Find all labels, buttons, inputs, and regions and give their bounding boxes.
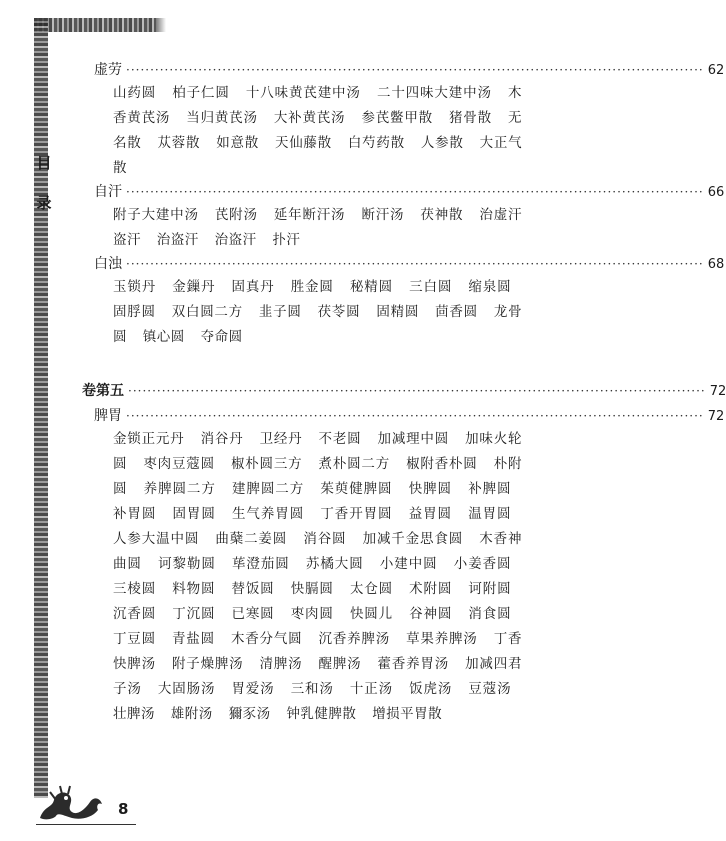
toc-item[interactable]: 夺命圆 bbox=[200, 329, 243, 345]
toc-item[interactable]: 椒朴圆三方 bbox=[230, 456, 303, 472]
page-number: 8 bbox=[118, 800, 129, 818]
toc-leader-dots: ························································································································ bbox=[126, 63, 704, 77]
toc-item-list bbox=[82, 275, 522, 350]
toc-section-entry[interactable] bbox=[82, 406, 725, 427]
toc-item[interactable]: 延年断汗汤 bbox=[273, 207, 346, 223]
toc-item[interactable]: 朴附圆 bbox=[113, 456, 522, 497]
toc-item[interactable]: 天仙藤散 bbox=[274, 135, 332, 151]
toc-item[interactable]: 料物圆 bbox=[172, 581, 216, 597]
toc-item[interactable]: 龙骨圆 bbox=[113, 304, 523, 345]
toc-item[interactable]: 胃爱汤 bbox=[231, 681, 275, 697]
toc-item[interactable]: 青盐圆 bbox=[171, 631, 215, 647]
toc-entry-page: 72 bbox=[709, 384, 726, 399]
toc-item[interactable]: 胜金圆 bbox=[290, 279, 334, 295]
toc-item[interactable]: 诃附圆 bbox=[468, 581, 512, 597]
toc-item[interactable]: 养脾圆二方 bbox=[143, 481, 216, 497]
toc-section-entry[interactable] bbox=[82, 182, 725, 203]
toc-item[interactable]: 镇心圆 bbox=[142, 329, 185, 345]
toc-item-list bbox=[82, 427, 522, 727]
toc-item-list bbox=[82, 81, 522, 181]
toc-item[interactable]: 韭子圆 bbox=[258, 304, 302, 320]
toc-item[interactable]: 木香分气圆 bbox=[230, 631, 303, 647]
toc-item[interactable]: 丁香快脾汤 bbox=[113, 631, 522, 672]
toc-item[interactable]: 建脾圆二方 bbox=[232, 481, 305, 497]
toc-item[interactable]: 治盗汗 bbox=[156, 232, 199, 248]
toc-item[interactable]: 不老圆 bbox=[318, 431, 362, 447]
toc-item[interactable]: 固胃圆 bbox=[172, 506, 216, 522]
toc-item[interactable]: 附子燥脾汤 bbox=[171, 656, 244, 672]
toc-item[interactable]: 茯神散 bbox=[420, 207, 464, 223]
toc-item[interactable]: 参芪鳖甲散 bbox=[361, 110, 433, 126]
toc-entry-title: 自汗 bbox=[94, 184, 122, 200]
toc-item[interactable]: 增损平胃散 bbox=[372, 706, 443, 722]
toc-item[interactable]: 饭虎汤 bbox=[409, 681, 453, 697]
toc-item[interactable]: 加减理中圆 bbox=[377, 431, 450, 447]
toc-item[interactable]: 金鏁丹 bbox=[172, 279, 216, 295]
toc-item[interactable]: 消谷丹 bbox=[200, 431, 244, 447]
toc-item[interactable]: 固精圆 bbox=[376, 304, 420, 320]
toc-item-list bbox=[82, 203, 522, 253]
toc-item[interactable]: 补脾圆 bbox=[468, 481, 512, 497]
toc-item[interactable]: 消食圆 bbox=[468, 606, 512, 622]
toc-item[interactable]: 治盗汗 bbox=[214, 232, 257, 248]
toc-item[interactable]: 白芍药散 bbox=[347, 135, 405, 151]
toc-item[interactable]: 三和汤 bbox=[290, 681, 334, 697]
table-of-contents bbox=[82, 60, 726, 728]
toc-item[interactable]: 茯苓圆 bbox=[317, 304, 361, 320]
toc-item[interactable]: 人参大温中圆 bbox=[113, 531, 200, 547]
toc-item[interactable]: 温胃圆 bbox=[468, 506, 512, 522]
toc-item[interactable]: 椒附香朴圆 bbox=[406, 456, 478, 472]
toc-item[interactable]: 小姜香圆 bbox=[453, 556, 512, 572]
toc-item[interactable]: 茱萸健脾圆 bbox=[320, 481, 393, 497]
toc-item[interactable]: 无名散 bbox=[113, 110, 522, 151]
toc-item[interactable]: 扑汗 bbox=[272, 232, 301, 248]
toc-item[interactable]: 加减四君子汤 bbox=[113, 656, 522, 697]
toc-item[interactable]: 壮脾汤 bbox=[113, 706, 155, 722]
toc-item[interactable]: 雄附汤 bbox=[170, 706, 213, 722]
toc-item[interactable]: 双白圆二方 bbox=[171, 304, 243, 320]
toc-item[interactable]: 枣肉豆蔻圆 bbox=[143, 456, 215, 472]
toc-item[interactable]: 快脾圆 bbox=[408, 481, 452, 497]
toc-item[interactable]: 小建中圆 bbox=[379, 556, 438, 572]
toc-item[interactable]: 固真丹 bbox=[231, 279, 275, 295]
toc-item[interactable]: 三白圆 bbox=[409, 279, 453, 295]
toc-item[interactable]: 玉锁丹 bbox=[113, 279, 157, 295]
toc-item[interactable]: 苁蓉散 bbox=[157, 135, 201, 151]
toc-item[interactable]: 柏子仁圆 bbox=[172, 85, 230, 101]
side-title-char: 目 bbox=[36, 154, 52, 172]
toc-item[interactable]: 木香神曲圆 bbox=[113, 531, 523, 572]
toc-item[interactable]: 补胃圆 bbox=[113, 506, 157, 522]
toc-item[interactable]: 芪附汤 bbox=[214, 207, 258, 223]
decorative-border-top bbox=[34, 18, 156, 32]
toc-item[interactable]: 沉香养脾汤 bbox=[318, 631, 391, 647]
toc-item[interactable]: 人参散 bbox=[420, 135, 464, 151]
toc-entry-page: 66 bbox=[707, 185, 725, 200]
side-title bbox=[34, 143, 54, 223]
toc-entry-title: 虚劳 bbox=[94, 62, 122, 78]
toc-leader-dots: ························································································································ bbox=[128, 384, 706, 398]
toc-item[interactable]: 治虚汗盗汗 bbox=[113, 207, 522, 248]
toc-item[interactable]: 固脬圆 bbox=[113, 304, 156, 320]
toc-item[interactable]: 藿香养胃汤 bbox=[377, 656, 450, 672]
toc-section-entry[interactable] bbox=[82, 254, 725, 275]
toc-section-entry[interactable] bbox=[82, 60, 725, 81]
toc-item[interactable]: 苏橘大圆 bbox=[305, 556, 364, 572]
toc-item[interactable]: 荜澄茄圆 bbox=[232, 556, 290, 572]
footer-rule bbox=[36, 824, 136, 825]
toc-item[interactable]: 木香黄芪汤 bbox=[113, 85, 523, 126]
toc-item[interactable]: 大正气散 bbox=[113, 135, 523, 176]
toc-item[interactable]: 术附圆 bbox=[409, 581, 453, 597]
toc-item[interactable]: 獮豕汤 bbox=[228, 706, 271, 722]
toc-item[interactable]: 枣肉圆 bbox=[290, 606, 334, 622]
toc-item[interactable]: 快膈圆 bbox=[290, 581, 334, 597]
toc-item[interactable]: 茴香圆 bbox=[435, 304, 478, 320]
toc-item[interactable]: 诃黎勒圆 bbox=[158, 556, 216, 572]
toc-leader-dots: ························································································································ bbox=[126, 409, 704, 423]
toc-item[interactable]: 消谷圆 bbox=[303, 531, 347, 547]
toc-item[interactable]: 钟乳健脾散 bbox=[286, 706, 357, 722]
toc-item[interactable]: 加减千金思食圆 bbox=[362, 531, 464, 547]
toc-item[interactable]: 益胃圆 bbox=[408, 506, 452, 522]
toc-item[interactable]: 豆蔻汤 bbox=[468, 681, 512, 697]
toc-leader-dots: ························································································································ bbox=[126, 257, 704, 271]
toc-item[interactable]: 十八味黄芪建中汤 bbox=[245, 85, 361, 101]
toc-item[interactable]: 山药圆 bbox=[113, 85, 157, 101]
toc-item[interactable]: 快圆儿 bbox=[349, 606, 394, 622]
toc-item[interactable]: 缩泉圆 bbox=[468, 279, 512, 295]
toc-item[interactable]: 已寒圆 bbox=[231, 606, 275, 622]
toc-item[interactable]: 猪骨散 bbox=[449, 110, 492, 126]
toc-item[interactable]: 替饭圆 bbox=[231, 581, 275, 597]
toc-item[interactable]: 太仓圆 bbox=[349, 581, 394, 597]
toc-item[interactable]: 大固肠汤 bbox=[157, 681, 216, 697]
toc-item[interactable]: 丁香开胃圆 bbox=[320, 506, 393, 522]
toc-entry-title: 卷第五 bbox=[82, 383, 124, 399]
toc-entry-page: 68 bbox=[707, 257, 725, 272]
toc-item[interactable]: 附子大建中汤 bbox=[113, 207, 199, 223]
toc-item[interactable]: 二十四味大建中汤 bbox=[376, 85, 492, 101]
toc-item[interactable]: 曲蘖二姜圆 bbox=[215, 531, 288, 547]
toc-item[interactable]: 三棱圆 bbox=[113, 581, 157, 597]
toc-item[interactable]: 当归黄芪汤 bbox=[186, 110, 258, 126]
toc-item[interactable]: 丁沉圆 bbox=[172, 606, 216, 622]
decorative-border-left bbox=[34, 18, 48, 798]
side-title-char: 录 bbox=[36, 194, 52, 212]
toc-item[interactable]: 十正汤 bbox=[349, 681, 393, 697]
section-gap bbox=[82, 351, 522, 381]
toc-volume-entry[interactable] bbox=[82, 381, 726, 402]
toc-item[interactable]: 谷神圆 bbox=[409, 606, 453, 622]
toc-leader-dots: ························································································································ bbox=[126, 185, 704, 199]
toc-item[interactable]: 卫经丹 bbox=[259, 431, 303, 447]
toc-item[interactable]: 清脾汤 bbox=[259, 656, 303, 672]
toc-entry-title: 脾胃 bbox=[94, 408, 122, 424]
toc-item[interactable]: 加味火轮圆 bbox=[113, 431, 522, 472]
toc-item[interactable]: 醒脾汤 bbox=[318, 656, 362, 672]
toc-entry-title: 白浊 bbox=[94, 256, 122, 272]
dragon-ornament-icon bbox=[36, 778, 106, 822]
toc-item[interactable]: 煮朴圆二方 bbox=[318, 456, 391, 472]
toc-item[interactable]: 断汗汤 bbox=[361, 207, 405, 223]
toc-item[interactable]: 秘精圆 bbox=[349, 279, 394, 295]
toc-entry-page: 72 bbox=[707, 409, 725, 424]
toc-item[interactable]: 大补黄芪汤 bbox=[273, 110, 346, 126]
toc-item[interactable]: 金锁正元丹 bbox=[113, 431, 185, 447]
toc-item[interactable]: 生气养胃圆 bbox=[232, 506, 305, 522]
toc-entry-page: 62 bbox=[707, 63, 725, 78]
toc-item[interactable]: 草果养脾汤 bbox=[406, 631, 478, 647]
toc-item[interactable]: 沉香圆 bbox=[113, 606, 157, 622]
toc-item[interactable]: 如意散 bbox=[216, 135, 259, 151]
toc-item[interactable]: 丁豆圆 bbox=[113, 631, 156, 647]
